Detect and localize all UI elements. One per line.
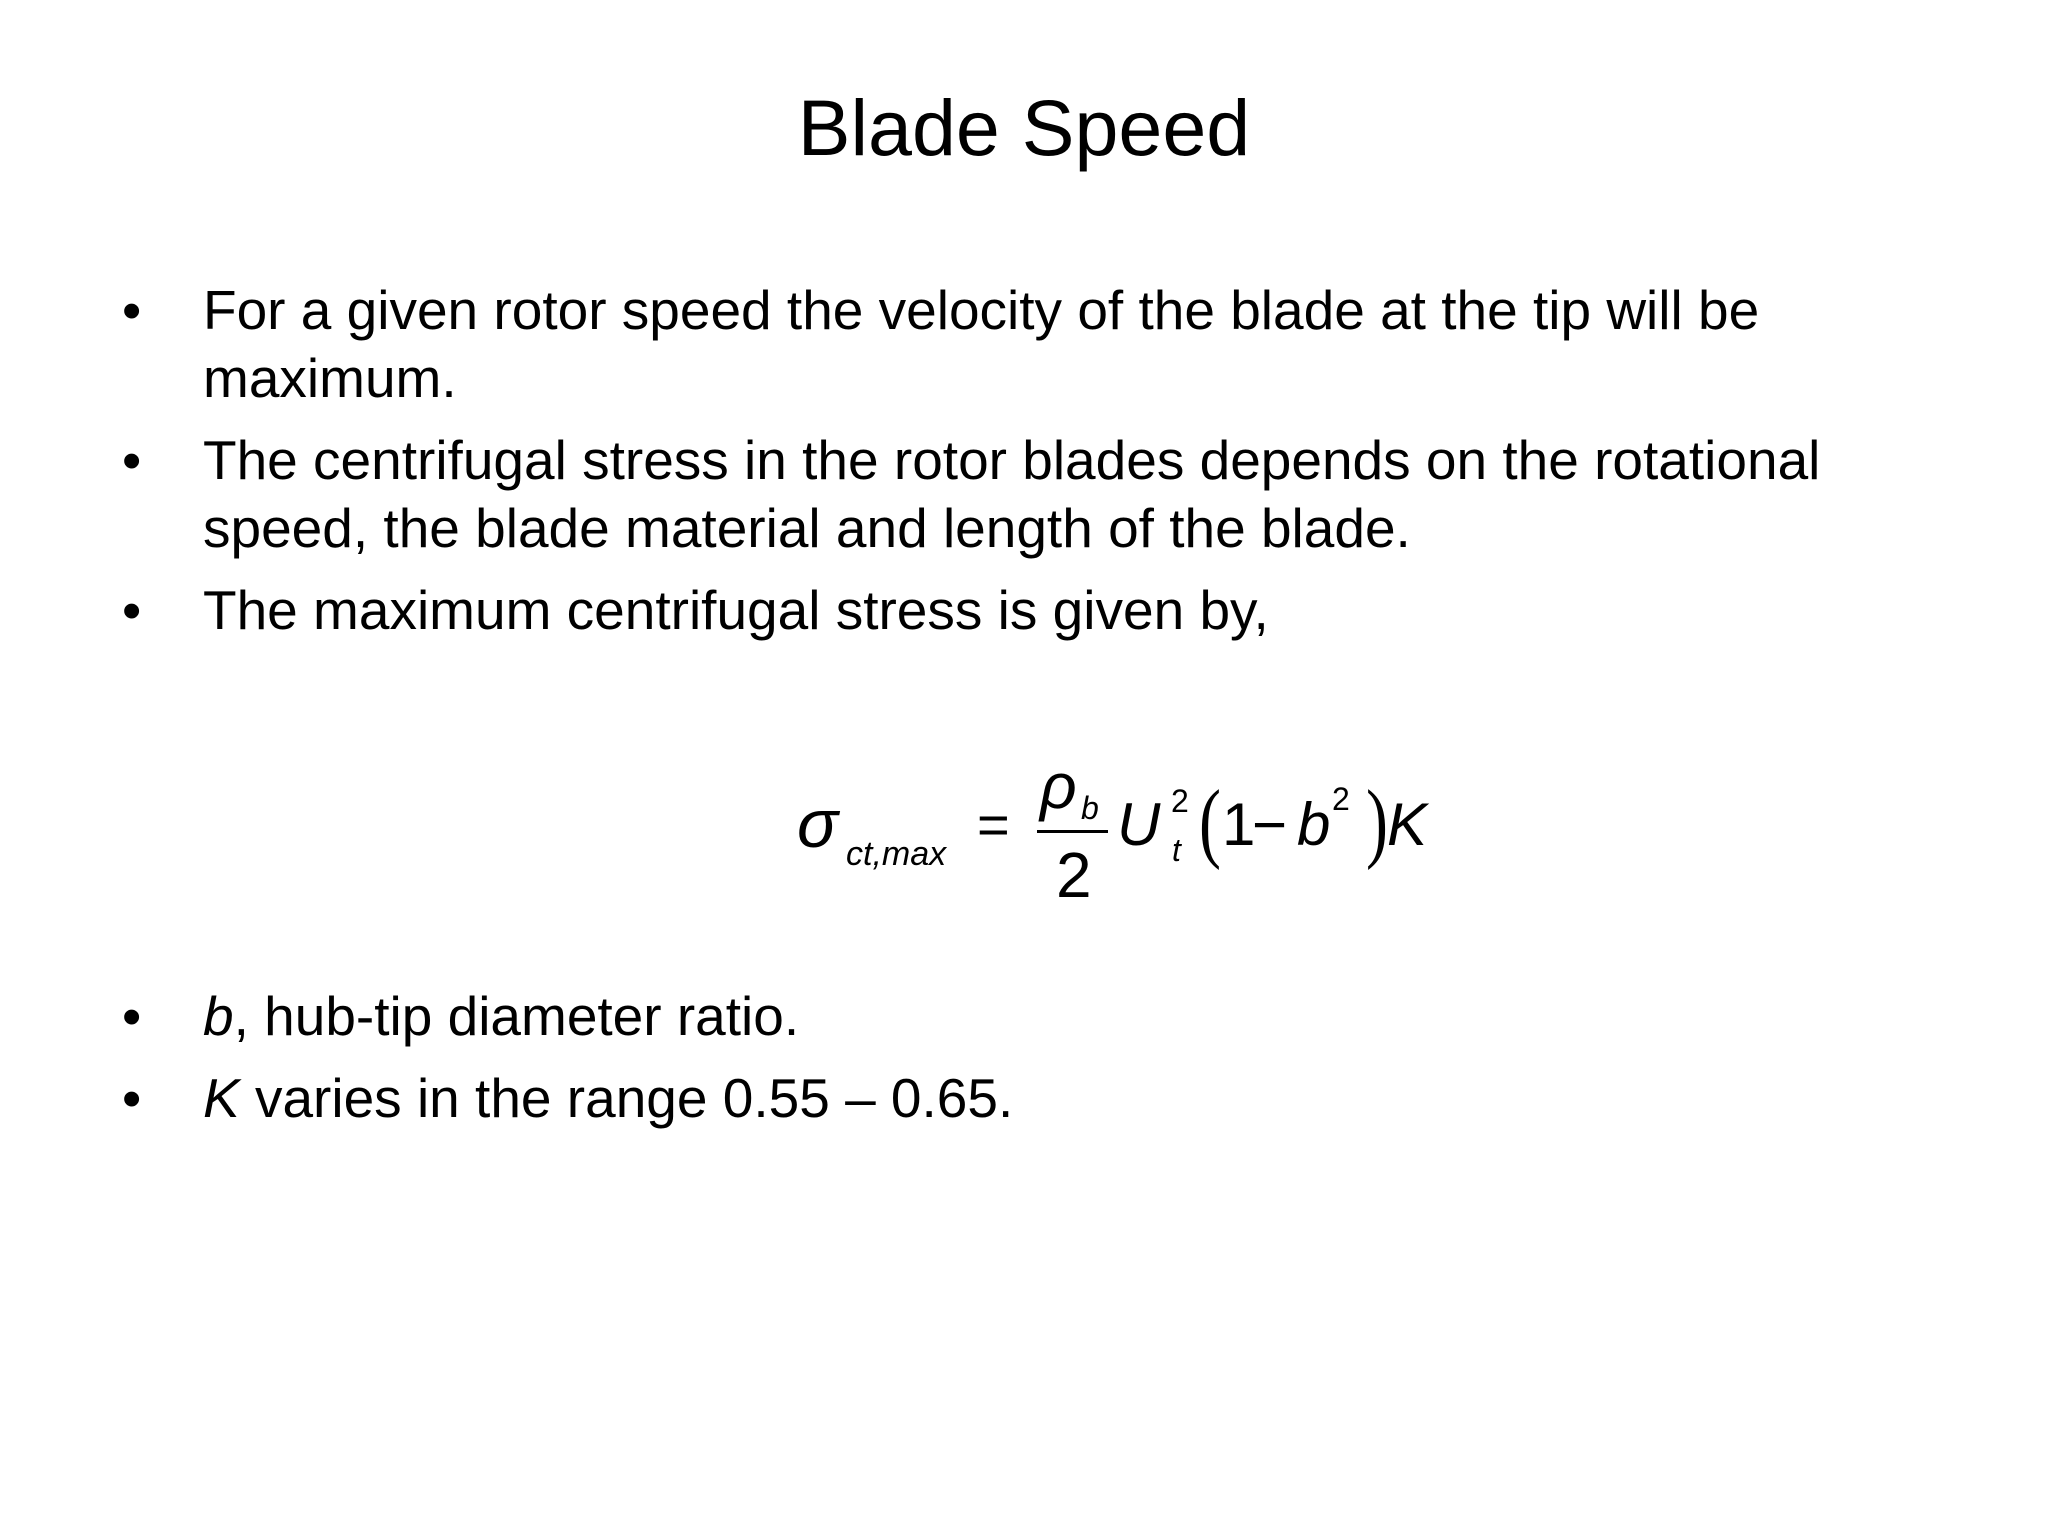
bullet-text: maximum. <box>203 347 457 409</box>
eq-rho-subscript: b <box>1081 790 1099 826</box>
bullet-marker: • <box>122 279 142 341</box>
eq-one: 1 <box>1222 791 1256 858</box>
eq-equals: = <box>977 793 1010 856</box>
bullet-marker: • <box>122 429 142 491</box>
bullet-text: The centrifugal stress in the rotor blades depends on the rotational <box>203 429 1821 491</box>
eq-rho: ρ <box>1040 750 1077 822</box>
bullet-marker: • <box>122 579 142 641</box>
eq-left-paren: ( <box>1199 772 1221 872</box>
bullet-text: For a given rotor speed the velocity of the blade at the tip will be <box>203 279 1760 341</box>
eq-b: b <box>1297 791 1331 858</box>
symbol-b: b <box>203 985 234 1047</box>
eq-sigma-subscript: ct,max <box>846 835 947 873</box>
bullet-marker: • <box>122 985 142 1047</box>
bullet-marker: • <box>122 1067 142 1129</box>
eq-right-paren: ) <box>1366 772 1388 872</box>
eq-fraction-bar <box>1037 830 1108 833</box>
bullet-text <box>203 982 1963 1050</box>
eq-U: U <box>1117 791 1161 858</box>
definition-text: varies in the range 0.55 – 0.65. <box>239 1067 1014 1129</box>
eq-b-superscript: 2 <box>1332 781 1350 817</box>
eq-sigma: σ <box>797 786 839 862</box>
bullet-text: The maximum centrifugal stress is given by, <box>203 579 1269 641</box>
symbol-K: K <box>203 1067 240 1129</box>
definition-text: , hub-tip diameter ratio. <box>233 985 800 1047</box>
eq-U-superscript: 2 <box>1171 783 1189 819</box>
bullet-text: speed, the blade material and length of the blade. <box>203 497 1411 559</box>
bullet-text <box>203 1064 1963 1132</box>
slide-title: Blade Speed <box>797 83 1251 172</box>
eq-denominator: 2 <box>1056 839 1092 911</box>
eq-K: K <box>1387 791 1428 858</box>
eq-U-subscript: t <box>1172 832 1181 868</box>
eq-minus: − <box>1252 791 1288 858</box>
